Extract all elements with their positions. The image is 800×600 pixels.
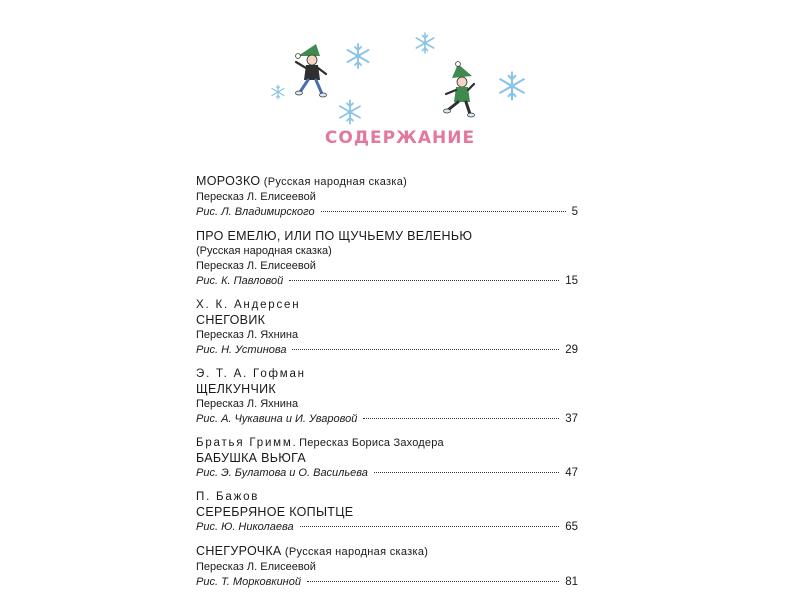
story-subtitle	[196, 560, 578, 575]
story-subtitle	[196, 244, 578, 259]
illustrator-credit: Рис. Н. Устинова	[196, 344, 287, 356]
dot-leader	[292, 349, 559, 350]
toc-entry[interactable]	[196, 298, 578, 358]
toc-entry[interactable]	[196, 436, 578, 481]
story-title	[196, 229, 578, 244]
snowflake-icon	[348, 44, 369, 68]
illustrator-line	[196, 205, 578, 220]
toc-entry[interactable]	[196, 490, 578, 535]
author-text: Х. К. Андерсен	[196, 299, 301, 311]
sub-text: Пересказ Л. Елисеевой	[196, 561, 316, 573]
illustrator-line	[196, 274, 578, 289]
illustrator-line	[196, 520, 578, 535]
author-text: Э. Т. А. Гофман	[196, 368, 306, 380]
illustrator-line	[196, 466, 578, 481]
title-extra-text: (Русская народная сказка)	[281, 546, 429, 558]
gnome-icon	[444, 62, 475, 117]
illustrator-credit: Рис. К. Павловой	[196, 275, 284, 287]
illustrator-credit: Рис. Э. Булатова и О. Васильева	[196, 467, 368, 479]
dot-leader	[307, 581, 559, 582]
sub-text: (Русская народная сказка)	[196, 245, 332, 257]
story-author	[196, 367, 578, 382]
page-number[interactable]: 65	[565, 521, 578, 533]
page-number[interactable]: 37	[565, 413, 578, 425]
contents-heading: СОДЕРЖАНИЕ	[324, 128, 476, 148]
story-subtitle	[196, 397, 578, 412]
page-number[interactable]: 81	[565, 576, 578, 588]
snowflake-icon	[272, 85, 284, 99]
page-number[interactable]: 5	[571, 206, 578, 218]
story-title	[196, 174, 578, 190]
story-author	[196, 490, 578, 505]
author-extra-text: . Пересказ Бориса Заходера	[292, 437, 444, 449]
dot-leader	[289, 280, 559, 281]
title-text: СЕРЕБРЯНОЕ КОПЫТЦЕ	[196, 505, 354, 519]
illustrator-line	[196, 412, 578, 427]
dot-leader	[363, 418, 559, 419]
story-subtitle	[196, 259, 578, 274]
story-title	[196, 313, 578, 328]
page-number[interactable]: 15	[565, 275, 578, 287]
page-number[interactable]: 29	[565, 344, 578, 356]
gnome-icon	[296, 44, 327, 97]
illustrator-line	[196, 343, 578, 358]
toc-entry[interactable]	[196, 367, 578, 427]
story-title	[196, 382, 578, 397]
snowflake-icon	[500, 73, 523, 100]
sub-text: Пересказ Л. Елисеевой	[196, 191, 316, 203]
story-author	[196, 298, 578, 313]
title-text: ПРО ЕМЕЛЮ, ИЛИ ПО ЩУЧЬЕМУ ВЕЛЕНЬЮ	[196, 229, 473, 243]
story-title	[196, 544, 578, 560]
title-extra-text: (Русская народная сказка)	[260, 176, 408, 188]
table-of-contents	[196, 174, 578, 599]
title-text: СНЕГУРОЧКА	[196, 544, 282, 558]
story-author	[196, 436, 578, 451]
sub-text: Пересказ Л. Яхнина	[196, 329, 299, 341]
author-text: П. Бажов	[196, 491, 260, 503]
illustrator-line	[196, 575, 578, 590]
story-title	[196, 451, 578, 466]
page-number[interactable]: 47	[565, 467, 578, 479]
sub-text: Пересказ Л. Яхнина	[196, 398, 299, 410]
title-text: МОРОЗКО	[196, 174, 261, 188]
title-text: СНЕГОВИК	[196, 313, 266, 327]
dot-leader	[321, 211, 566, 212]
snowflake-icon	[340, 101, 360, 124]
dot-leader	[300, 526, 560, 527]
snowflake-icon	[416, 33, 433, 53]
story-title	[196, 505, 578, 520]
illustrator-credit: Рис. Т. Морковкиной	[196, 576, 301, 588]
illustrator-credit: Рис. А. Чукавина и И. Уваровой	[196, 413, 358, 425]
author-text: Братья Гримм	[196, 437, 293, 449]
story-subtitle	[196, 328, 578, 343]
title-text: БАБУШКА ВЬЮГА	[196, 451, 307, 465]
dot-leader	[374, 472, 559, 473]
story-subtitle	[196, 190, 578, 205]
title-text: ЩЕЛКУНЧИК	[196, 382, 276, 396]
toc-entry[interactable]	[196, 229, 578, 289]
toc-entry[interactable]	[196, 544, 578, 590]
sub-text: Пересказ Л. Елисеевой	[196, 260, 316, 272]
header-illustration	[260, 28, 540, 128]
illustrator-credit: Рис. Л. Владимирского	[196, 206, 315, 218]
toc-entry[interactable]	[196, 174, 578, 220]
illustrator-credit: Рис. Ю. Николаева	[196, 521, 294, 533]
